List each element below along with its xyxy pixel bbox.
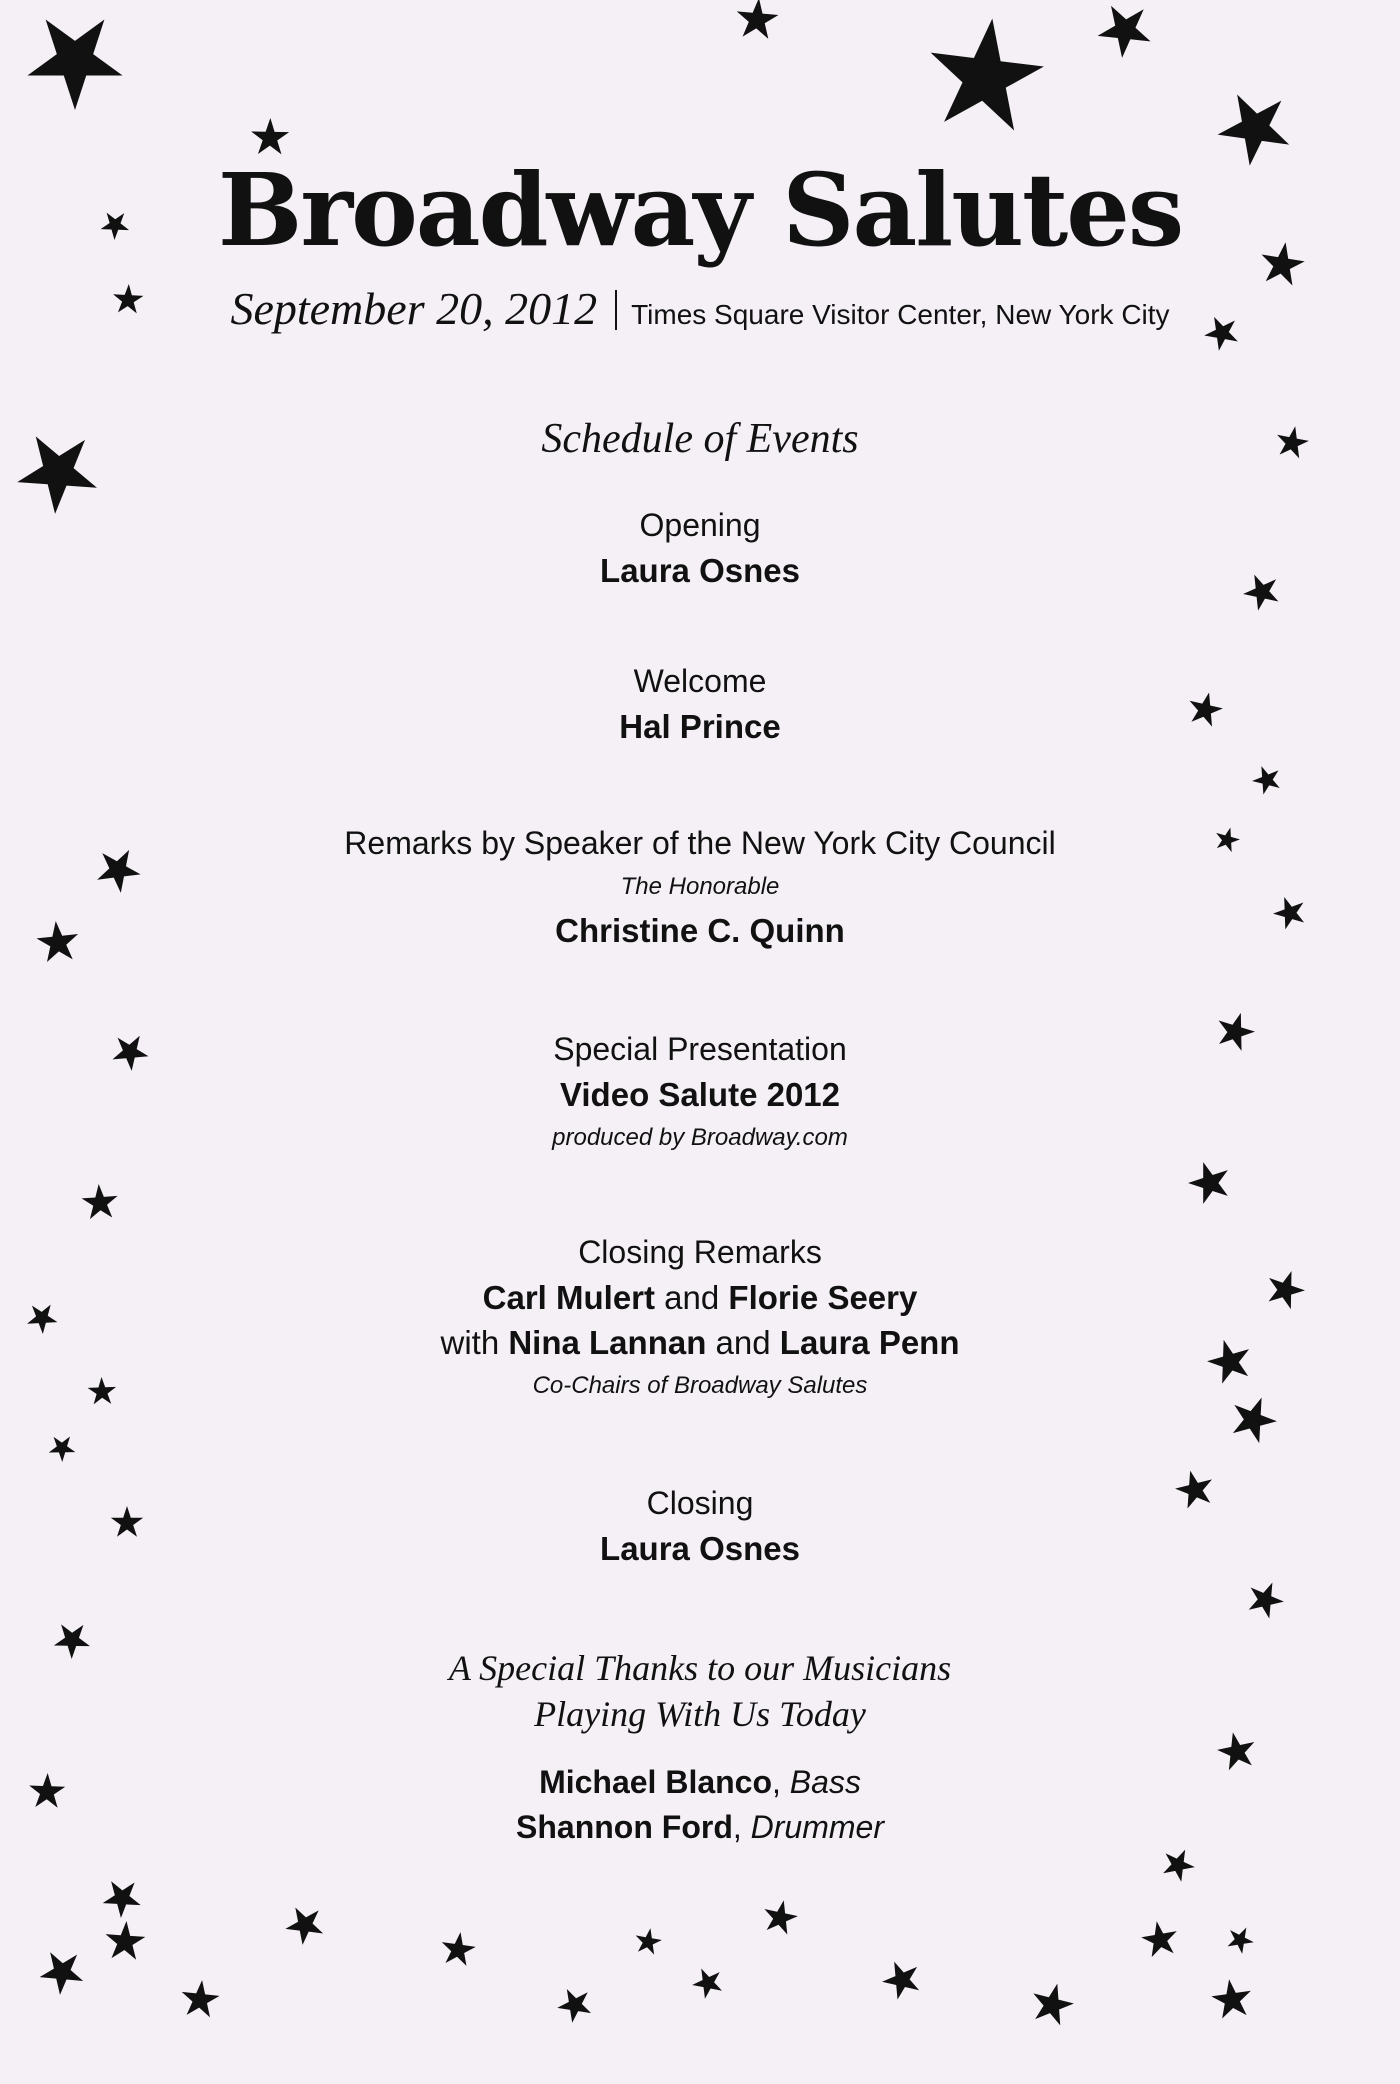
musician-name: Michael Blanco: [539, 1764, 773, 1800]
conjunction: and: [706, 1324, 780, 1361]
divider: [615, 290, 617, 330]
star-icon: [31, 1941, 90, 1999]
closing-remarks-line1: [0, 1275, 1400, 1320]
presentation-credit: produced by Broadway.com: [552, 1124, 848, 1151]
musician-name: Shannon Ford: [516, 1809, 733, 1845]
closing-remarks-label: Closing Remarks: [578, 1234, 822, 1270]
musician-role: Bass: [789, 1764, 861, 1800]
closing-remarks-section: [0, 1230, 1400, 1407]
opening-section: [0, 503, 1400, 593]
star-icon: [1223, 1921, 1258, 1956]
star-icon: [1139, 1918, 1181, 1958]
opening-label: Opening: [639, 507, 761, 543]
speaker-name: Carl Mulert: [482, 1279, 656, 1316]
remarks-honorific: The Honorable: [620, 873, 780, 900]
star-icon: [179, 1978, 221, 2018]
welcome-speaker: Hal Prince: [619, 708, 781, 745]
musicians-list: [0, 1760, 1400, 1850]
star-icon: [7, 0, 137, 121]
page-title: Broadway Salutes: [217, 151, 1183, 269]
closing-label: Closing: [646, 1485, 754, 1521]
opening-performer: Laura Osnes: [600, 552, 800, 589]
presentation-section: [0, 1027, 1400, 1159]
star-icon: [1242, 1575, 1289, 1621]
star-icon: [95, 1871, 147, 1922]
remarks-label: Remarks by Speaker of the New York City Council: [344, 825, 1056, 861]
star-icon: [1027, 1979, 1077, 2028]
welcome-section: [0, 659, 1400, 749]
star-icon: [922, 11, 1049, 133]
star-icon: [1183, 1156, 1235, 1207]
thanks-section: [0, 1645, 1400, 1737]
closing-remarks-credit: Co-Chairs of Broadway Salutes: [532, 1372, 868, 1399]
star-icon: [279, 1898, 330, 1948]
star-icon: [687, 1962, 727, 2001]
star-icon: [760, 1897, 800, 1936]
star-icon: [1088, 0, 1159, 63]
presentation-label: Special Presentation: [553, 1031, 847, 1067]
star-icon: [251, 118, 290, 155]
speaker-name: Laura Penn: [779, 1324, 960, 1361]
event-dateline: [0, 282, 1400, 335]
star-icon: [552, 1981, 597, 2026]
speaker-name: Nina Lannan: [508, 1324, 707, 1361]
star-icon: [104, 1920, 146, 1961]
star-icon: [1209, 1976, 1254, 2019]
star-icon: [633, 1926, 664, 1956]
thanks-line-1: A Special Thanks to our Musicians: [448, 1648, 952, 1688]
event-date: September 20, 2012: [230, 283, 598, 334]
conjunction: and: [655, 1279, 729, 1316]
schedule-heading: Schedule of Events: [541, 416, 859, 462]
closing-section: [0, 1481, 1400, 1571]
star-icon: [1248, 761, 1285, 797]
event-venue: Times Square Visitor Center, New York City: [631, 299, 1170, 330]
star-icon: [45, 1429, 81, 1465]
speaker-name: Florie Seery: [728, 1279, 918, 1316]
thanks-line-2: Playing With Us Today: [534, 1694, 866, 1734]
star-icon: [81, 1183, 119, 1220]
presentation-title: Video Salute 2012: [559, 1076, 841, 1113]
star-icon: [735, 0, 780, 40]
musician-role: Drummer: [750, 1809, 884, 1845]
star-icon: [439, 1930, 477, 1967]
closing-remarks-line2: [0, 1320, 1400, 1365]
welcome-label: Welcome: [633, 663, 767, 699]
closing-performer: Laura Osnes: [600, 1530, 800, 1567]
star-icon: [877, 1954, 926, 2002]
musician: Shannon Ford, Drummer: [516, 1809, 884, 1845]
conjunction: with: [440, 1324, 509, 1361]
remarks-section: [0, 821, 1400, 953]
remarks-speaker: Christine C. Quinn: [555, 912, 845, 949]
musician: Michael Blanco, Bass: [539, 1764, 861, 1800]
